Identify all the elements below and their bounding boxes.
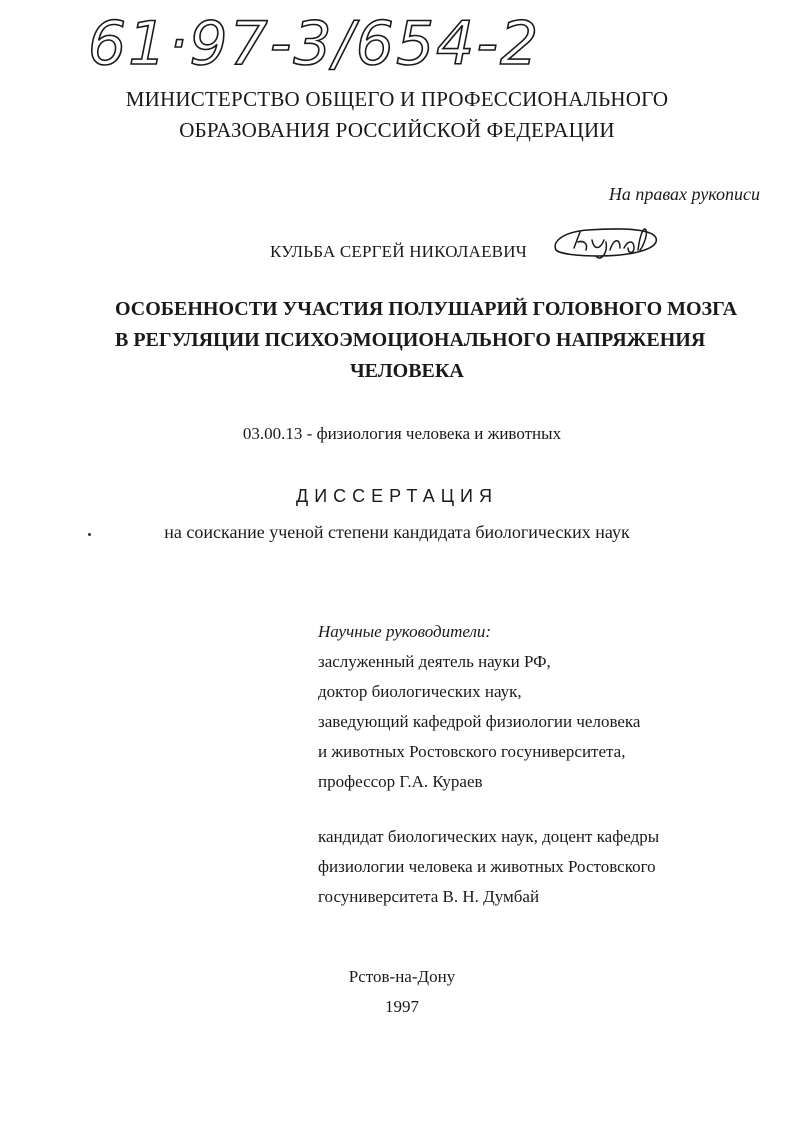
advisors-block xyxy=(318,617,659,912)
advisor-1-line: заслуженный деятель науки РФ, xyxy=(318,652,551,671)
year: 1997 xyxy=(385,997,419,1016)
title-line-2: В РЕГУЛЯЦИИ ПСИХОЭМОЦИОНАЛЬНОГО НАПРЯЖЕНИЯ xyxy=(115,329,706,351)
title-line-1: ОСОБЕННОСТИ УЧАСТИЯ ПОЛУШАРИЙ ГОЛОВНОГО МОЗГА xyxy=(115,298,738,320)
city: Рстов-на-Дону xyxy=(348,967,456,986)
advisor-2-line: физиологии человека и животных Ростовского xyxy=(318,857,656,876)
specialty-code: 03.00.13 - физиология человека и животных xyxy=(242,424,562,443)
advisor-1-line: профессор Г.А. Кураев xyxy=(318,772,483,791)
advisors-spacer xyxy=(318,797,659,822)
author-signature xyxy=(548,220,660,266)
degree-statement: на соискание ученой степени кандидата биологических наук xyxy=(164,522,630,542)
svg-text:61·97-3/654-2: 61·97-3/654-2 xyxy=(88,9,541,79)
dissertation-title xyxy=(60,294,790,387)
author-name: КУЛЬБА СЕРГЕЙ НИКОЛАЕВИЧ xyxy=(270,242,527,261)
advisor-2-line: кандидат биологических наук, доцент кафедры xyxy=(318,827,660,846)
registry-number-handwritten xyxy=(88,6,548,86)
advisor-1-line: и животных Ростовского госуниверситета, xyxy=(318,742,626,761)
ministry-header xyxy=(0,84,794,146)
manuscript-rights-note: На правах рукописи xyxy=(608,184,760,204)
ministry-line-2: ОБРАЗОВАНИЯ РОССИЙСКОЙ ФЕДЕРАЦИИ xyxy=(179,118,615,142)
advisor-2-line: госуниверситета В. Н. Думбай xyxy=(318,887,540,906)
advisor-1-line: доктор биологических наук, xyxy=(318,682,522,701)
advisor-1-line: заведующий кафедрой физиологии человека xyxy=(318,712,641,731)
advisors-heading: Научные руководители: xyxy=(318,622,492,641)
title-line-3: ЧЕЛОВЕКА xyxy=(350,360,464,382)
ministry-line-1: МИНИСТЕРСТВО ОБЩЕГО И ПРОФЕССИОНАЛЬНОГО xyxy=(125,87,669,111)
place-and-year xyxy=(0,962,794,1022)
document-type: ДИССЕРТАЦИЯ xyxy=(296,486,498,506)
